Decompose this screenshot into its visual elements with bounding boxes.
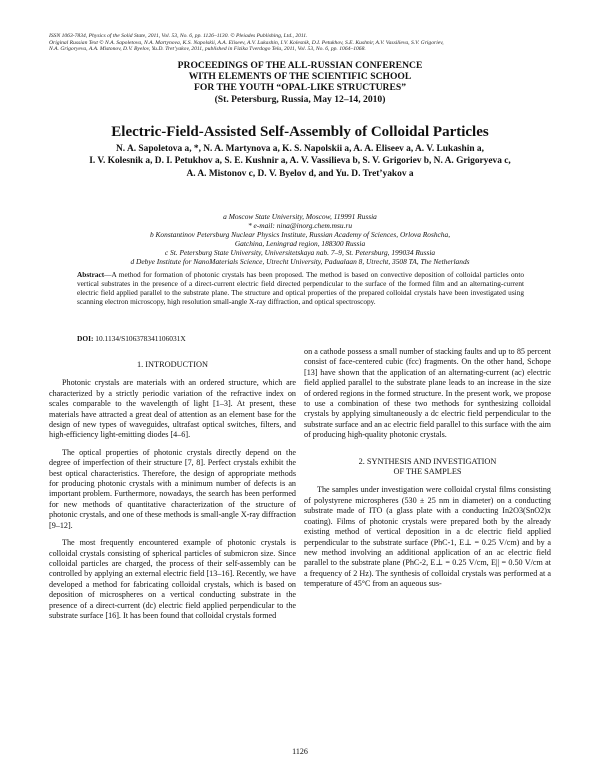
paragraph: Photonic crystals are materials with an ordered structure, which are characterized by a strictly periodic variation of the refractive index on scales comparable to the wavelength of light [1–3]. At present, these materials have attracted a great deal of attention as an element base for the design of new types of waveguides, ultrafast optical switches, filters, and high-efficiency light-emitting diodes [4–6]. [49, 378, 296, 440]
affiliation-line: d Debye Institute for NanoMaterials Science, Utrecht University, Padualaan 8, Utrecht, 3508 TA, The Netherlands [130, 257, 470, 267]
abstract-text: —A method for formation of photonic crystals has been proposed. The method is based on convective deposition of colloidal particles onto vertical substrates in the presence of a direct-current electric field directed perpendicular to the surface of the formed film and an alternating-current electric field applied parallel to the substrate plane. The structure and optical properties of the prepared colloidal crystals have been investigated using scanning electron microscopy, high resolution small-angle X-ray diffraction, and optical spectroscopy. [77, 270, 524, 307]
affiliation-line: c St. Petersburg State University, Universitetskaya nab. 7–9, St. Petersburg, 199034 Russia [164, 248, 436, 258]
abstract-label: Abstract [77, 270, 105, 279]
section-heading-synthesis [304, 457, 551, 478]
section-heading-text: 2. SYNTHESIS AND INVESTIGATION [358, 456, 497, 466]
journal-meta-line: ISSN 1063-7834, Physics of the Solid State, 2011, Vol. 53, No. 6, pp. 1126–1130. © Pleiades Publishing, Ltd., 2011. [49, 33, 308, 39]
section-heading-introduction [49, 360, 296, 370]
paragraph: on a cathode possess a small number of stacking faults and up to 85 percent consist of face-centered cubic (fcc) fragments. On the other hand, Schope [13] have shown that the application of an alternating-current (ac) electric field applied parallel to the substrate plane leads to an increase in the size of ordered regions in the formed structure. In the present work, we propose to use a combination of these two methods for synthesizing colloidal crystals by applying simultaneously a dc electric field perpendicular to the substrate surface and an ac electric field parallel to this surface with the aim of producing high-quality photonic crystals. [304, 347, 551, 440]
journal-meta-line: Original Russian Text © N.A. Sapoletova, N.A. Martynova, K.S. Napolskii, A.A. Eliseev, A.V. Lukashin, I.V. Kolesnik, D.I. Petukhov, S.E. Kushnir, A.V. Vassilieva, S.V. Grigoriev, [49, 39, 444, 46]
doi [77, 334, 186, 343]
journal-meta-line: N.A. Grigoryeva, A.A. Mistonov, D.V. Byelov, Yu.D. Tret’yakov, 2011, published in Fizika Tverdogo Tela, 2011, Vol. 53, No. 6, pp. 1064–1068. [49, 46, 366, 53]
conference-line: (St. Petersburg, Russia, May 12–14, 2010) [214, 93, 386, 105]
affiliation-line: * e-mail: nina@inorg.chem.msu.ru [247, 221, 353, 231]
left-column [49, 360, 296, 621]
journal-metadata [49, 33, 569, 53]
author-line: N. A. Sapoletova a, *, N. A. Martynova a, K. S. Napolskii a, A. A. Eliseev a, A. V. Lukashin a, [116, 144, 484, 154]
affiliation-line: Gatchina, Leningrad region, 188300 Russia [234, 239, 366, 249]
paragraph: The optical properties of photonic crystals directly depend on the degree of imperfection of their structure [7, 8]. Perfect crystals exhibit the best optical characteristics. Therefore, the design of appropriate methods for producing photonic crystals with a minimum number of defects is an important problem. Furthermore, nowadays, the search has been performed for new methods of quantitative characterization of the structure of photonic crystals, and one of these methods is small-angle X-ray diffraction [9–12]. [49, 447, 296, 530]
conference-line: WITH ELEMENTS OF THE SCIENTIFIC SCHOOL [188, 71, 412, 83]
conference-line: PROCEEDINGS OF THE ALL-RUSSIAN CONFERENCE [177, 60, 423, 71]
author-line: A. A. Mistonov c, D. V. Byelov d, and Yu. D. Tret’yakov a [186, 168, 414, 179]
doi-value: 10.1134/S106378341106031X [95, 334, 186, 343]
paper-title: Electric-Field-Assisted Self-Assembly of Colloidal Particles [111, 124, 489, 140]
affiliation-line: b Konstantinov Petersburg Nuclear Physics Institute, Russian Academy of Sciences, Orlova Roshcha, [149, 230, 451, 240]
conference-header [0, 60, 600, 105]
affiliation-line: a Moscow State University, Moscow, 119991 Russia [223, 212, 377, 221]
affiliations [0, 212, 600, 267]
doi-label: DOI: [77, 334, 94, 343]
section-heading-text: OF THE SAMPLES [393, 467, 462, 477]
author-line: I. V. Kolesnik a, D. I. Petukhov a, S. E. Kushnir a, A. V. Vassilieva b, S. V. Grigoriev b, N. A. Grigoryeva c, [89, 156, 511, 167]
conference-line: FOR THE YOUTH “OPAL-LIKE STRUCTURES” [194, 82, 406, 94]
page-number: 1126 [292, 747, 308, 756]
paragraph: The most frequently encountered example of photonic crystals is colloidal crystals consisting of spherical particles of submicron size. Since colloidal particles are charged, the process of their self-assembly can be controlled by applying an external electric field [13–16]. Recently, we have developed a method for fabricating colloidal crystals, which is based on deposition of microspheres on a vertical conducting substrate in the presence of a direct-current (dc) electric field applied perpendicular to the substrate surface [16]. It has been found that colloidal crystals formed [49, 538, 296, 620]
abstract [77, 270, 524, 306]
paragraph: The samples under investigation were colloidal crystal films consisting of polystyrene microspheres (530 ± 25 nm in diameter) on a conducting substrate made of ITO (a glass plate with a conducting In2O3(SnO2)x coating). Films of photonic crystals were prepared both by the already existing method of vertical deposition in a dc electric field applied perpendicular to the substrate surface (PhC-1, E⊥ = 0.25 V/cm) and by a new method involving an additional application of an ac electric field parallel to the substrate plane (PhC-2, E⊥ = 0.25 V/cm, E|| = 0.50 V/cm at a frequency of 2 Hz). The synthesis of colloidal crystals was performed at a temperature of 45°C from an aqueous sus- [304, 485, 551, 589]
right-column [304, 347, 551, 590]
author-list [0, 143, 600, 180]
section-heading-text: 1. INTRODUCTION [137, 360, 208, 369]
